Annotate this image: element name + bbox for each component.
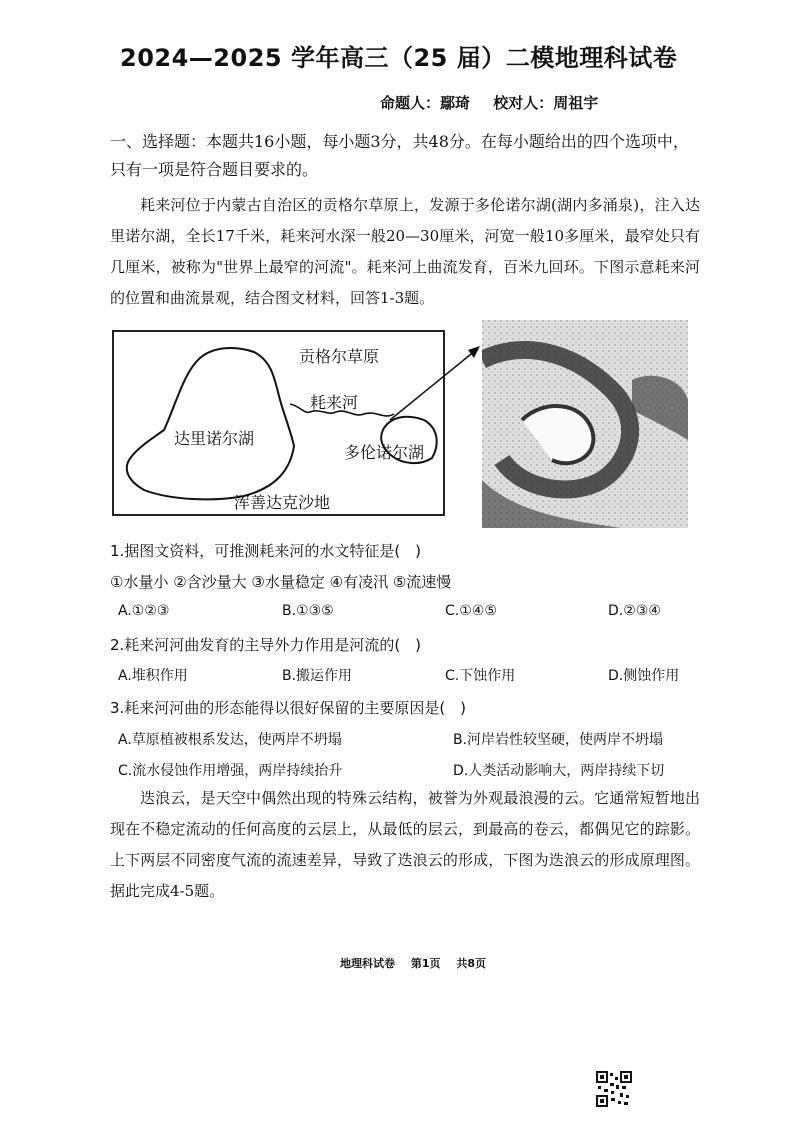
question-3-option-d: D.人类活动影响大，两岸持续下切 [453,763,665,779]
footer-total: 共8页 [456,957,486,970]
question-2-option-a: A.堆积作用 [118,668,188,684]
reviewer-name: 校对人：周祖宇 [493,94,599,112]
label-river: 耗来河 [310,393,359,412]
question-2-option-c: C.下蚀作用 [445,668,516,684]
question-3-option-c: C.流水侵蚀作用增强，两岸持续抬升 [118,763,343,779]
question-1-option-b: B.①③⑤ [282,603,334,619]
question-2-option-b: B.搬运作用 [282,668,353,684]
page-footer [340,955,498,971]
label-lake-west: 达里诺尔湖 [174,429,255,448]
question-1-option-a: A.①②③ [118,603,170,619]
label-lake-east: 多伦诺尔湖 [344,443,425,462]
passage-wave-cloud: 迭浪云，是天空中偶然出现的特殊云结构，被誉为外观最浪漫的云。它通常短暂地出现在不稳定流动的任何高度的云层上，从最低的层云，到最高的卷云，都偶见它的踪影。上下两层不同密度气流的流速差异，导致了迭浪云的形成，下图为迭浪云的形成原理图。据此完成4-5题。 [110,789,700,900]
meander-photo [482,320,688,528]
author-line [380,92,616,113]
question-1-option-c: C.①④⑤ [445,603,497,619]
question-2-option-d: D.侧蚀作用 [608,668,680,684]
question-3-option-b: B.河岸岩性较坚硬，使两岸不坍塌 [453,732,664,748]
question-1-option-d: D.②③④ [608,603,661,619]
label-sand-land: 浑善达克沙地 [234,493,331,512]
location-map [112,330,445,516]
label-grassland: 贡格尔草原 [299,347,380,366]
qr-code-icon [596,1071,632,1107]
section-heading: 一、选择题：本题共16小题，每小题3分，共48分。在每小题给出的四个选项中，只有一项是符合题目要求的。 [110,132,689,179]
passage-haolai-river: 耗来河位于内蒙古自治区的贡格尔草原上，发源于多伦诺尔湖(湖内多涌泉)，注入达里诺尔湖，全长17千米，耗来河水深一般20—30厘米，河宽一般10多厘米，最窄处只有几厘米，被称为"世界上最窄的河流"。耗来河上曲流发育，百米九回环。下图示意耗来河的位置和曲流景观，结合图文材料，回答1-3题。 [110,196,700,307]
question-3-option-a: A.草原植被根系发达，使两岸不坍塌 [118,732,342,748]
question-1-items: ①水量小 ②含沙量大 ③水量稳定 ④有凌汛 ⑤流速慢 [110,573,452,591]
footer-page: 第1页 [410,957,441,970]
question-1-stem: 1.据图文资料，可推测耗来河的水文特征是( ) [110,542,422,560]
footer-subject: 地理科试卷 [340,957,395,970]
question-3-stem: 3.耗来河河曲的形态能得以很好保留的主要原因是( ) [110,699,467,717]
question-2-stem: 2.耗来河河曲发育的主导外力作用是河流的( ) [110,636,422,654]
lake-west-shape [127,348,294,499]
author-name: 命题人：鄢琦 [380,94,471,112]
exam-title: 2024—2025 学年高三（25 届）二模地理科试卷 [120,44,678,72]
map-outline [114,332,443,514]
